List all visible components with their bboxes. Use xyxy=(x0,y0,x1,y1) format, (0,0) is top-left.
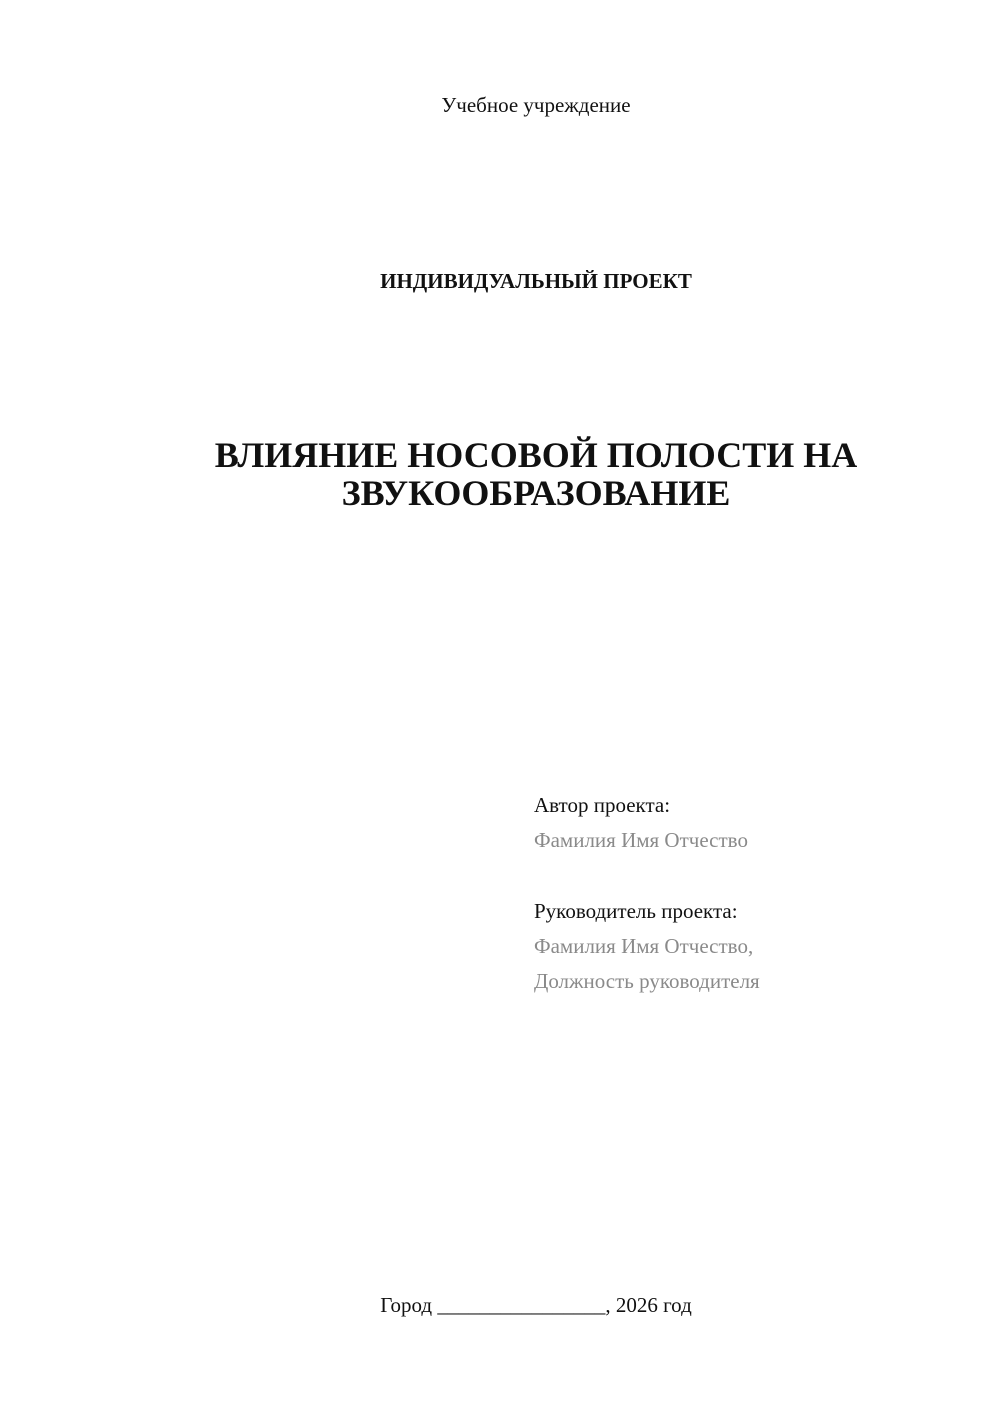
institution-name: Учебное учреждение xyxy=(441,93,631,117)
supervisor-name: Фамилия Имя Отчество, xyxy=(534,934,754,958)
supervisor-label: Руководитель проекта: xyxy=(534,899,738,923)
project-credits xyxy=(534,788,760,999)
author-label: Автор проекта: xyxy=(534,793,671,817)
project-type-heading: ИНДИВИДУАЛЬНЫЙ ПРОЕКТ xyxy=(380,269,692,293)
project-title-line-1: ВЛИЯНИЕ НОСОВОЙ ПОЛОСТИ НА xyxy=(214,435,858,475)
city-year-line: Город ________________, 2026 год xyxy=(380,1293,692,1317)
credits-spacer xyxy=(534,858,760,894)
author-name: Фамилия Имя Отчество xyxy=(534,828,748,852)
project-title xyxy=(0,436,1000,512)
project-title-line-2: ЗВУКООБРАЗОВАНИЕ xyxy=(341,473,731,513)
supervisor-position: Должность руководителя xyxy=(534,969,760,993)
